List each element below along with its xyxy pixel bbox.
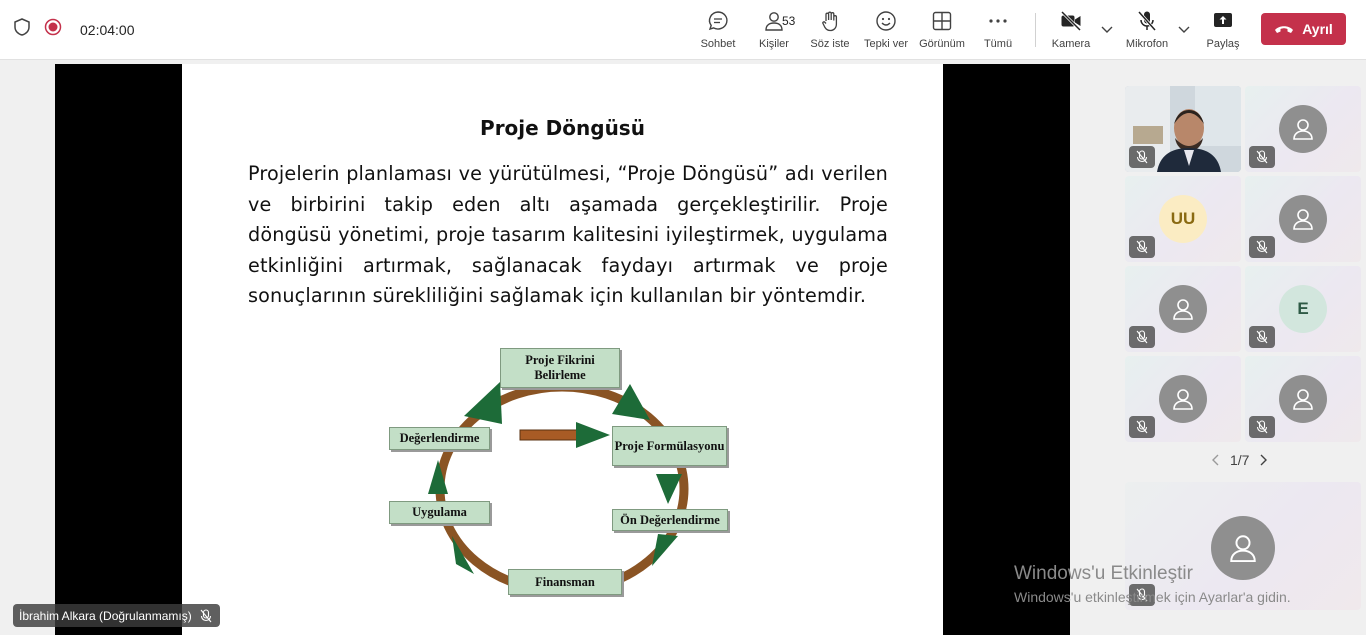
mic-off-icon [1136, 330, 1148, 344]
avatar [1279, 105, 1327, 153]
mic-off-icon [1136, 420, 1148, 434]
presenter-name-tag [13, 604, 220, 627]
microphone-options-chevron-icon[interactable] [1177, 22, 1191, 36]
mic-off-icon [1136, 150, 1148, 164]
participant-mute-indicator [1129, 416, 1155, 438]
mic-off-icon [1256, 240, 1268, 254]
mic-off-icon [200, 609, 212, 623]
view-label: Görünüm [919, 38, 965, 50]
person-icon [1290, 116, 1316, 142]
camera-label: Kamera [1051, 38, 1091, 50]
microphone-button[interactable] [1117, 9, 1177, 50]
stage-box-financing: Finansman [508, 569, 622, 595]
participant-tile[interactable] [1125, 356, 1241, 442]
react-button[interactable] [856, 9, 916, 50]
participant-mute-indicator [1129, 236, 1155, 258]
center-arrow-icon [576, 422, 610, 448]
people-label: Kişiler [759, 38, 789, 50]
stage-box-implementation: Uygulama [389, 501, 490, 524]
person-icon [1170, 386, 1196, 412]
gallery-pager [1210, 452, 1269, 468]
participant-tile[interactable] [1245, 356, 1361, 442]
participant-mute-indicator [1249, 146, 1275, 168]
raise-hand-label: Söz iste [810, 38, 850, 50]
slide-title: Proje Döngüsü [480, 116, 645, 140]
shield-icon [14, 18, 30, 41]
meeting-toolbar [0, 0, 1366, 60]
avatar [1279, 375, 1327, 423]
participant-mute-indicator [1249, 326, 1275, 348]
person-icon [1290, 386, 1316, 412]
avatar-initials: E [1279, 285, 1327, 333]
stage-box-idea: Proje Fikrini Belirleme [500, 348, 620, 388]
mic-off-icon [1256, 420, 1268, 434]
hand-icon [818, 9, 842, 33]
participant-mute-indicator [1249, 236, 1275, 258]
smiley-icon [874, 9, 898, 33]
share-label: Paylaş [1206, 38, 1240, 50]
participant-tile[interactable] [1125, 266, 1241, 352]
more-button[interactable] [968, 9, 1028, 50]
participant-tile[interactable] [1245, 176, 1361, 262]
mic-off-icon [1256, 330, 1268, 344]
stage-box-pre-evaluation: Ön Değerlendirme [612, 509, 728, 531]
person-icon [1290, 206, 1316, 232]
microphone-label: Mikrofon [1125, 38, 1169, 50]
stage-box-evaluation: Değerlendirme [389, 427, 490, 450]
avatar-initials: UU [1159, 195, 1207, 243]
cycle-arrow-icon [656, 474, 682, 504]
participant-mute-indicator [1129, 326, 1155, 348]
more-icon [986, 9, 1010, 33]
leave-label: Ayrıl [1302, 21, 1333, 37]
camera-button[interactable] [1041, 9, 1101, 50]
chat-label: Sohbet [700, 38, 736, 50]
person-icon [1170, 296, 1196, 322]
participant-mute-indicator [1249, 416, 1275, 438]
participant-tile-video[interactable] [1125, 86, 1241, 172]
watermark-title: Windows'u Etkinleştir [1014, 563, 1193, 584]
avatar [1159, 375, 1207, 423]
gallery-page-indicator: 1/7 [1230, 452, 1250, 468]
presenter-name: İbrahim Alkara (Doğrulanmamış) [19, 608, 192, 623]
chevron-left-icon[interactable] [1210, 453, 1222, 467]
chat-icon [706, 9, 730, 33]
participant-mute-indicator [1129, 146, 1155, 168]
grid-icon [930, 9, 954, 33]
react-label: Tepki ver [863, 38, 909, 50]
mic-off-icon [1256, 150, 1268, 164]
share-icon [1211, 9, 1235, 33]
leave-button[interactable] [1261, 13, 1346, 45]
toolbar-divider [1035, 13, 1036, 47]
participant-tile[interactable] [1245, 86, 1361, 172]
mic-off-icon [1136, 240, 1148, 254]
meeting-timer: 02:04:00 [80, 21, 135, 38]
camera-off-icon [1059, 9, 1083, 33]
hang-up-icon [1274, 24, 1294, 34]
stage-box-formulation: Proje Formülasyonu [612, 426, 727, 466]
participant-tile[interactable] [1245, 266, 1361, 352]
avatar [1279, 195, 1327, 243]
chat-button[interactable] [688, 9, 748, 50]
slide-body-text: Projelerin planlaması ve yürütülmesi, “Proje Döngüsü” adı verilen ve birbirini takip eden altı aşamada gerçekleştirilir. Proje döngüsü yönetimi, proje tasarım kalitesini iyileştirmek, uygulama etkinliğini artırmak, sağlanacak faydayı artırmak ve proje sonuçlarının sürekliliğini sağlamak için kullanılan bir yöntemdir. [248, 162, 888, 307]
shared-screen [55, 64, 1070, 635]
presentation-slide [182, 64, 943, 635]
cycle-arrow-icon [652, 534, 678, 566]
people-button[interactable] [744, 9, 804, 50]
recording-icon [44, 18, 62, 41]
center-arrow-shaft [520, 430, 578, 440]
raise-hand-button[interactable] [800, 9, 860, 50]
camera-options-chevron-icon[interactable] [1100, 22, 1114, 36]
share-button[interactable] [1193, 9, 1253, 50]
mic-off-icon [1135, 9, 1159, 33]
meeting-status [14, 18, 135, 41]
people-count: 53 [782, 14, 796, 28]
avatar [1159, 285, 1207, 333]
chevron-right-icon[interactable] [1257, 453, 1269, 467]
more-label: Tümü [983, 38, 1013, 50]
participant-tile[interactable] [1125, 176, 1241, 262]
view-button[interactable] [912, 9, 972, 50]
windows-activation-watermark [1014, 563, 1291, 605]
watermark-subtitle: Windows'u etkinleştirmek için Ayarlar'a gidin. [1014, 589, 1291, 605]
person-icon [1226, 531, 1260, 565]
